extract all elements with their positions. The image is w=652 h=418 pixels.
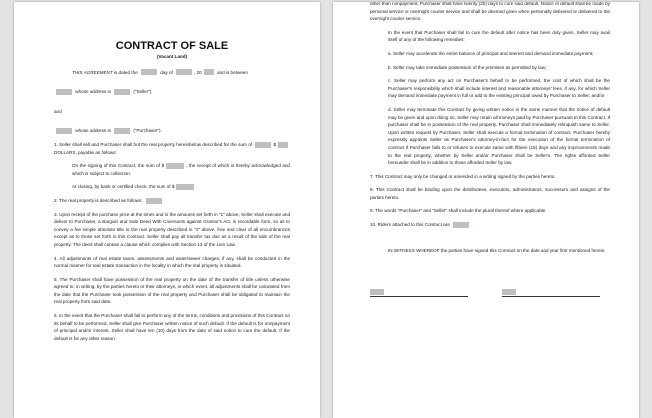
purchaser-address-field[interactable] <box>114 128 130 134</box>
purchaser-signature-field[interactable] <box>502 289 516 295</box>
closing-amount-field[interactable] <box>176 184 194 190</box>
clause-1-closing: At closing, by bank or certified check, the sum of $ . <box>72 184 198 190</box>
page-1-content <box>54 40 290 348</box>
price-words-field[interactable] <box>255 142 271 148</box>
and-text: and <box>54 108 62 114</box>
contract-title: CONTRACT OF SALE <box>115 40 229 52</box>
signature-row <box>370 288 610 300</box>
clause-8: 8. This Contract shall be binding upon the distributees, executors, administrators, successors and assigns of the parties hereto. <box>370 187 610 200</box>
seller-party: whose address is ("Seller") <box>54 88 290 96</box>
seller-signature-line[interactable] <box>370 288 468 297</box>
price-amount-field[interactable] <box>278 142 288 148</box>
clause-1-signing: On the signing of this Contract, the sum of $ , the receipt of which is hereby acknowledged and which is subject to collection. <box>72 163 290 176</box>
seller-signature-field[interactable] <box>370 289 384 295</box>
clause-4: 4. All adjustments of real estate taxes, assessments and water/sewer charges, if any, shall be conducted in the normal manner for real estate transaction in the locality in which the real property is situated. <box>54 255 290 269</box>
witness-clause: IN WITNESS WHEREOF the parties have signed this Contract on the date and year first mentioned herein. <box>388 247 606 253</box>
remedy-c: c. Seller may perform any act on Purchaser's behalf to be performed, the cost of which shall be the Purchaser's responsibility which shall include interest and reasonable attorneys' fees, if any, for which Seller may demand immediate payment in full or add to the existing principal owed by Purchaser to Seller; and/or <box>388 78 610 99</box>
property-description-field[interactable] <box>146 198 162 204</box>
clause-2: 2. The real property is described as follows: <box>54 197 290 205</box>
contract-subtitle: (Vacant Land) <box>156 54 188 59</box>
seller-address-field[interactable] <box>114 89 130 95</box>
purchaser-party: whose address is ("Purchaser"). <box>54 127 290 135</box>
clause-6: 6. In the event that the Purchaser shall fail to perform any of the terms, conditions and provisions of this Contract on its behalf to be performed, Seller shall give Purchaser written notice of such default. If the default is for nonpayment of principal and/or interest, Seller shall have ten (10) days from the date of said notice to cure the default. If the default is for any other reason <box>54 313 290 341</box>
month-field[interactable] <box>176 69 192 75</box>
clause-10: 10. Riders attached to this Contract are . <box>370 222 473 228</box>
clause-3: 3. Upon receipt of the purchase price at the times and in the amounts set forth in "1" above, Seller shall execute and deliver to Purchaser, a Bargain and Sale Deed With Covenants against Grantor's Act, in recordable form, so as to convey a fee simple absolute title to the real property described in "2" above, free and clear of all encumbrances except as to those set forth in this Contract. Seller shall pay all transfer tax due as a result of the sale of the real property. The deed shall contain a clause which complies with Section 13 of the Lien Law. <box>54 211 290 247</box>
clause-7: 7. This Contract may only be changed or amended in a writing signed by the parties hereto. <box>370 173 556 179</box>
contract-page-1 <box>14 2 320 418</box>
contract-page-2 <box>333 2 639 418</box>
clause-1: 1. Seller shall sell and Purchaser shall but the real property hereinbelow described for the sum of $ DOLLARS, payable as follows: <box>54 141 290 156</box>
clause-5: 5. The Purchaser shall have possession of the real property on the date of the transfer of title unless otherwise agreed to, in writing, by the parties hereto or their attorneys, in which event, all adjustments shall be calculated from the date that the Purchaser took possession of the real property and Purchaser shall be obligated to maintain the real property from said date. <box>54 276 290 305</box>
remedy-d: d. Seller may terminate this Contract by giving written notice in the same manner that the notice of default may be given and upon doing so, Seller may retain all moneys paid by Purchaser pursuant to this Contract. If purchaser shall be in possession of the real property, Purchaser shall immediately relinquish same to Seller. Upon written request by Purchaser, Seller shall execute a formal termination of contract. Purchaser hereby expressly appoints Seller as Purchaser's attorney-in-fact for the execution of the formal termination of contract if Purchaser fails to or refuses to execute same with fifteen (15) days and any improvements made to the real property, whether by Seller and/or Purchaser shall be Seller's. The rights afforded Seller hereunder shall be in addition to those afforded Seller by law. <box>388 106 610 166</box>
seller-name-field[interactable] <box>56 89 72 95</box>
remedy-b: b. Seller may take immediate possession of the premises as permitted by law; <box>388 64 547 70</box>
clause-6-continued: other than nonpayment, Purchaser shall have twenty (20) days to cure said default. Notice of default shall be made by personal service or overnight courier service and shall be deemed given when personally delivered or delivered to the overnight courier service. <box>370 2 610 22</box>
remedy-a: a. Seller may accelerate the entire balance of principal and interest and demand immediate payment; <box>388 50 594 56</box>
day-field[interactable] <box>141 69 157 75</box>
year-field[interactable] <box>204 69 214 75</box>
purchaser-name-field[interactable] <box>56 128 72 134</box>
purchaser-signature-line[interactable] <box>502 288 600 297</box>
agreement-label: THIS AGREEMENT <box>72 69 113 75</box>
remedies-intro: In the event that Purchaser shall fail to cure the default after notice has been duly given, Seller may avail itself of any of the following remedies: <box>388 29 610 43</box>
agreement-intro: THIS AGREEMENT is dated the day of , 20 and is between <box>72 69 248 75</box>
clause-9: 9. The words "Purchaser" and "Seller" shall include the plural thereof where applicable. <box>370 208 547 214</box>
riders-field[interactable] <box>453 222 469 228</box>
deposit-field[interactable] <box>166 163 184 169</box>
page-2-content <box>370 2 610 300</box>
